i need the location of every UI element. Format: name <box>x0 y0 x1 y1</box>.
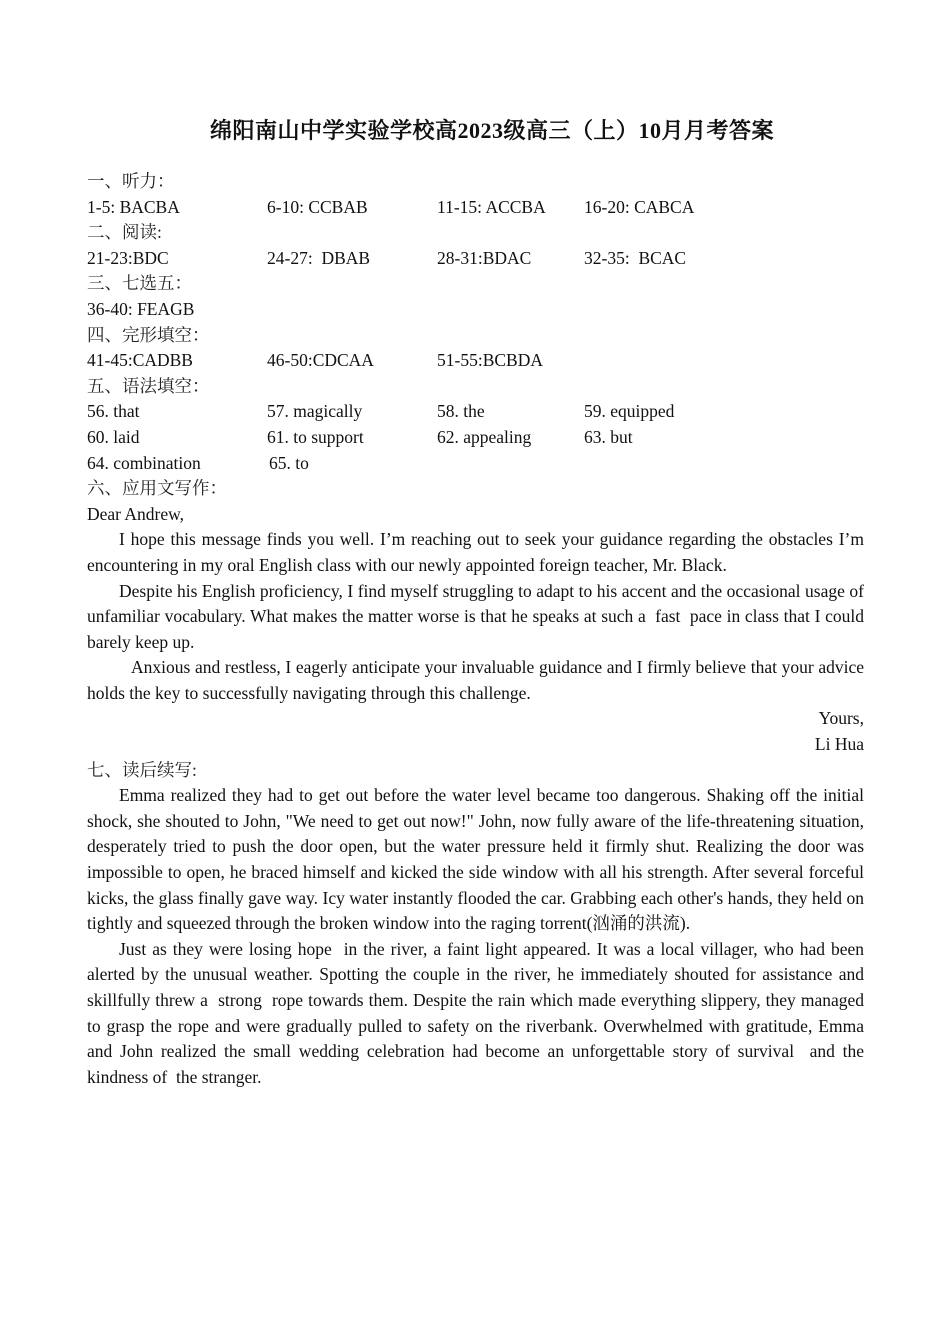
answer-row-seven-five <box>87 297 864 323</box>
answer-cell: 1-5: BACBA <box>87 196 180 217</box>
letter-closing: Yours, <box>818 708 864 729</box>
answer-row-grammar <box>87 451 864 477</box>
answer-cell: 57. magically <box>267 401 363 422</box>
answer-cell: 56. that <box>87 401 140 422</box>
answer-cell: 46-50:CDCAA <box>267 350 374 371</box>
letter-paragraph: I hope this message finds you well. I’m reaching out to seek your guidance regarding the obstacles I’m encountering in my oral English class with our newly appointed foreign teacher, Mr. Black. <box>87 529 864 575</box>
answer-key <box>87 169 869 1090</box>
answer-cell: 58. the <box>437 401 485 422</box>
answer-row-cloze <box>87 348 864 374</box>
section-heading-seven-five: 三、七选五： <box>87 273 192 294</box>
letter-greeting: Dear Andrew, <box>87 503 185 524</box>
letter-paragraph: Despite his English proficiency, I find myself struggling to adapt to his accent and the occasional usage of unfamiliar vocabulary. What makes the matter worse is that he speaks at such a fast pace in class that I could barely keep up. <box>87 580 869 652</box>
answer-cell: 6-10: CCBAB <box>267 196 368 217</box>
section-heading-listening: 一、听力： <box>87 171 175 191</box>
story-paragraph: Just as they were losing hope in the river, a faint light appeared. It was a local villager, who had been alerted by the unusual weather. Spotting the couple in the river, he immediately shouted for assistance and skillfully threw a strong rope towards them. Despite the rain which made everything slippery, they managed to grasp the rope and were gradually pulled to safety on the riverbank. Overwhelmed with gratitude, Emma and John realized the small wedding celebration had become an unforgettable story of survival and the kindness of the stranger. <box>87 938 869 1087</box>
answer-cell: 59. equipped <box>584 401 675 422</box>
page-title: 绵阳南山中学实验学校高2023级高三（上）10月月考答案 <box>209 118 774 143</box>
answer-cell: 24-27: DBAB <box>267 247 371 268</box>
answer-row-listening <box>87 195 864 221</box>
section-heading-writing: 六、应用文写作： <box>87 478 227 499</box>
story-paragraph: Emma realized they had to get out before the water level became too dangerous. Shaking off the initial shock, she shouted to John, "We need to get out now!" John, now fully aware of the life-threatening situation, desperately tried to push the door open, but the water pressure held it firmly shut. Realizing the door was impossible to open, he braced himself and kicked the side window with all his strength. After several forceful kicks, the glass finally gave way. Icy water instantly flooded the car. Grabbing each other's hands, they held on tightly and squeezed through the broken window into the raging torrent(汹涌的洪流). <box>87 785 864 934</box>
answer-cell: 16-20: CABCA <box>584 196 695 217</box>
answer-cell: 36-40: FEAGB <box>87 298 195 319</box>
section-heading-reading: 二、阅读: <box>87 222 162 243</box>
answer-cell: 28-31:BDAC <box>437 247 532 268</box>
answer-row-reading <box>87 246 864 272</box>
answer-row-grammar <box>87 399 864 425</box>
answer-cell: 65. to <box>269 452 309 473</box>
letter-paragraph: Anxious and restless, I eagerly anticipate your invaluable guidance and I firmly believe that your advice holds the key to successfully navigating through this challenge. <box>87 657 864 703</box>
answer-cell: 41-45:CADBB <box>87 350 193 371</box>
answer-cell: 63. but <box>584 426 633 447</box>
answer-cell: 60. laid <box>87 426 140 447</box>
answer-cell: 64. combination <box>87 452 201 473</box>
answer-cell: 11-15: ACCBA <box>437 196 546 217</box>
answer-cell: 21-23:BDC <box>87 247 169 268</box>
answer-row-grammar <box>87 425 864 451</box>
section-heading-cloze: 四、完形填空： <box>87 324 210 345</box>
answer-cell: 62. appealing <box>437 426 532 447</box>
section-heading-continuation: 七、读后续写: <box>87 759 197 780</box>
letter-signature: Li Hua <box>814 734 864 755</box>
answer-cell: 32-35: BCAC <box>584 247 687 268</box>
answer-cell: 51-55:BCBDA <box>437 350 543 371</box>
section-heading-grammar: 五、语法填空： <box>87 375 210 396</box>
answer-cell: 61. to support <box>267 426 364 447</box>
